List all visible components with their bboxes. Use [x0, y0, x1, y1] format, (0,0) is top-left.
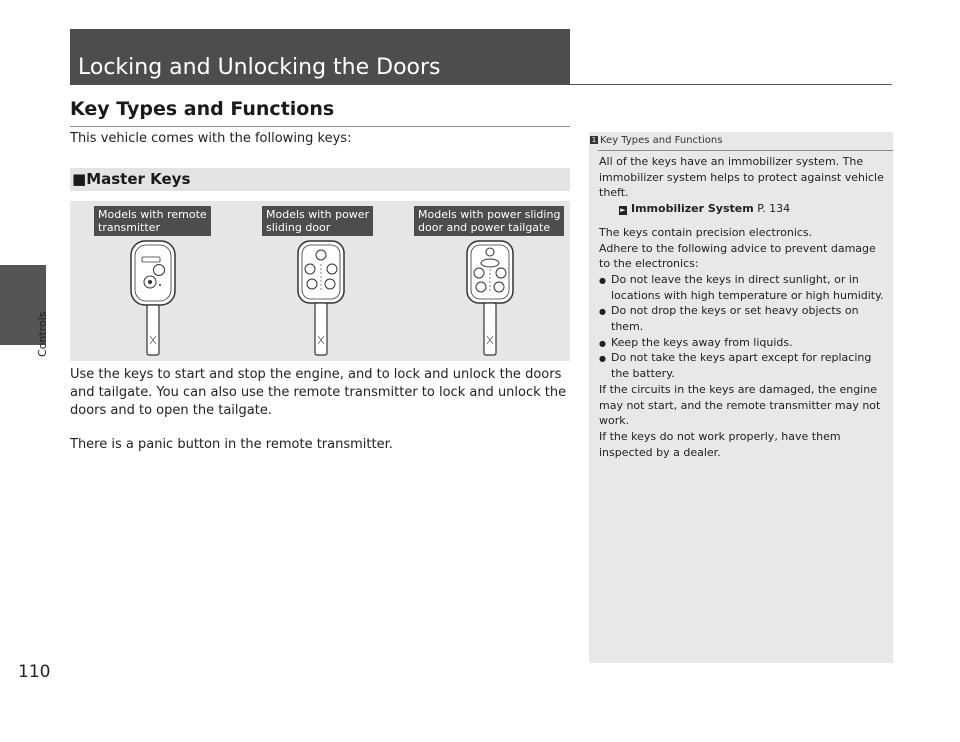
note-bullet: ● Do not take the keys apart except for replacing the battery.: [599, 350, 889, 381]
side-note-rule: [598, 150, 893, 151]
page-heading: Key Types and Functions: [70, 98, 335, 120]
cross-reference-title[interactable]: Immobilizer System: [631, 202, 754, 216]
intro-text: This vehicle comes with the following keys:: [70, 131, 352, 146]
note-bullet: ● Do not leave the keys in direct sunlight, or in locations with high temperature or high humidity.: [599, 272, 889, 303]
heading-rule: [70, 126, 570, 127]
power-tailgate-key-icon: [464, 238, 516, 360]
body-text: [70, 366, 570, 454]
side-note-body: [599, 154, 889, 460]
note-paragraph: If the circuits in the keys are damaged, the engine may not start, and the remote transmitter may not work.: [599, 382, 881, 428]
tag-line: sliding door: [266, 221, 331, 234]
remote-transmitter-key-icon: [128, 238, 178, 360]
tag-line: Models with remote: [98, 208, 207, 221]
chapter-label: Controls: [36, 311, 49, 357]
tag-line: Models with power: [266, 208, 370, 221]
body-paragraph: There is a panic button in the remote transmitter.: [70, 437, 393, 452]
note-bullet: ● Do not drop the keys or set heavy objects on them.: [599, 303, 889, 334]
master-keys-label: Master Keys: [86, 170, 191, 188]
cross-reference[interactable]: [599, 201, 889, 217]
note-marker-icon: 1: [591, 136, 597, 144]
tag-line: door and power tailgate: [418, 221, 551, 234]
tag-line: transmitter: [98, 221, 160, 234]
master-keys-title: [72, 170, 190, 188]
arrow-reference-icon: ►: [620, 206, 626, 215]
tag-power-sliding-door: [262, 206, 373, 236]
side-note-heading: [590, 135, 722, 146]
section-title: Locking and Unlocking the Doors: [78, 55, 441, 80]
tag-power-sliding-door-tailgate: [414, 206, 564, 236]
side-note-heading-text: Key Types and Functions: [600, 135, 723, 146]
tag-line: Models with power sliding: [418, 208, 561, 221]
power-sliding-door-key-icon: [295, 238, 347, 360]
section-rule: [570, 84, 892, 85]
note-paragraph: Adhere to the following advice to prevent damage to the electronics:: [599, 241, 876, 271]
note-paragraph: The keys contain precision electronics.: [599, 225, 813, 239]
page-number: 110: [18, 662, 51, 682]
tag-remote-transmitter: [94, 206, 211, 236]
cross-reference-page[interactable]: P. 134: [757, 202, 791, 216]
body-paragraph: Use the keys to start and stop the engine, and to lock and unlock the doors and tailgate. You can also use the remote transmitter to lock and unlock the doors and to open the tailgate.: [70, 367, 567, 418]
note-paragraph: If the keys do not work properly, have them inspected by a dealer.: [599, 429, 841, 459]
square-bullet-icon: ■: [72, 170, 87, 188]
note-paragraph: All of the keys have an immobilizer system. The immobilizer system helps to protect against vehicle theft.: [599, 155, 884, 200]
note-bullet: ● Keep the keys away from liquids.: [599, 335, 889, 351]
